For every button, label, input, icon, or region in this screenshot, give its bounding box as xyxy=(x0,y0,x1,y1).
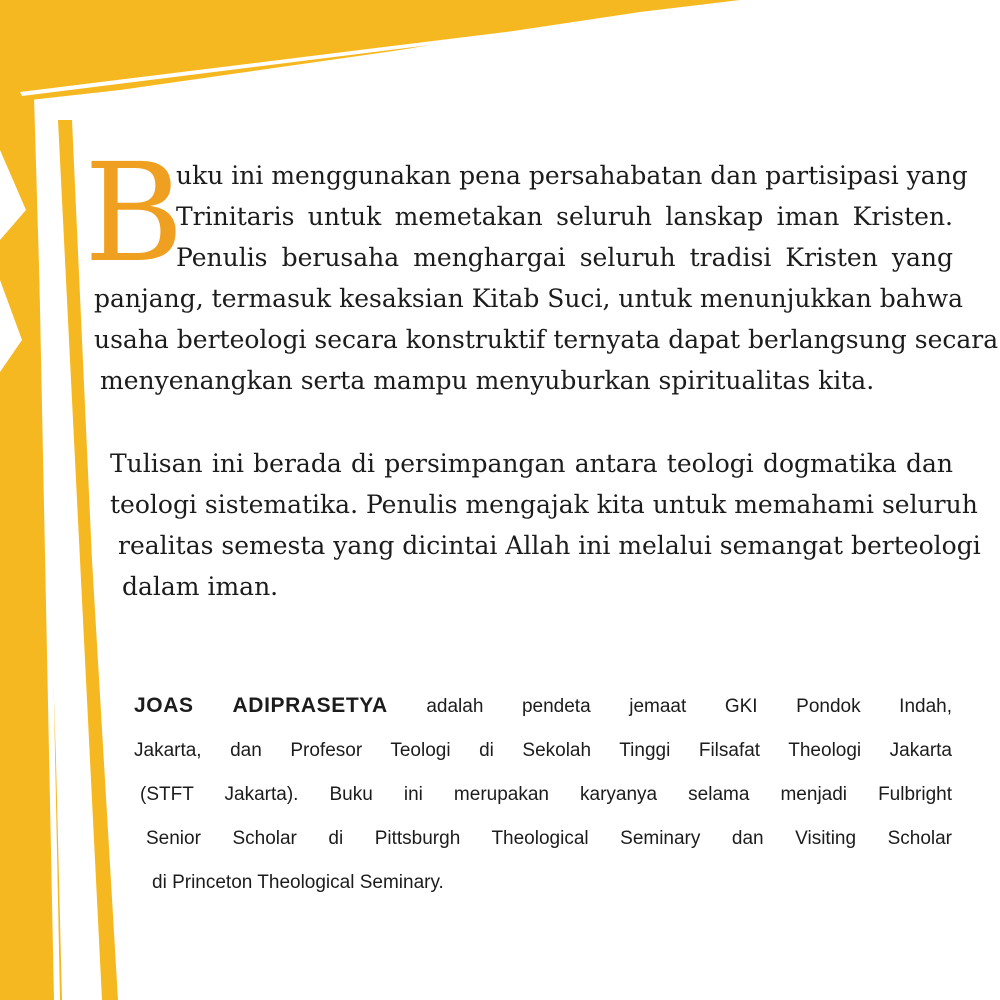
second-line-3: realitas semesta yang dicintai Allah ini melalui semangat berteologi xyxy=(118,531,981,560)
author-name: JOAS ADIPRASETYA xyxy=(134,694,388,717)
author-line-3: (STFT Jakarta). Buku ini merupakan karyanya selama menjadi Fulbright xyxy=(140,784,952,805)
author-line-2: Jakarta, dan Profesor Teologi di Sekolah Tinggi Filsafat Theologi Jakarta xyxy=(134,740,952,761)
intro-paragraph-rest xyxy=(94,278,999,401)
drop-cap-letter: B xyxy=(84,135,184,293)
intro-line-2: Trinitaris untuk memetakan seluruh lanskap iman Kristen. xyxy=(176,202,953,231)
author-line-1 xyxy=(134,684,952,729)
author-bio xyxy=(134,684,952,905)
second-line-1: Tulisan ini berada di persimpangan antara teologi dogmatika dan xyxy=(110,449,953,478)
intro-line-6: menyenangkan serta mampu menyuburkan spiritualitas kita. xyxy=(100,366,875,395)
author-line-1-text: adalah pendeta jemaat GKI Pondok Indah, xyxy=(426,696,952,717)
intro-line-3: Penulis berusaha menghargai seluruh tradisi Kristen yang xyxy=(176,243,953,272)
author-line-5: di Princeton Theological Seminary. xyxy=(152,872,444,893)
author-line-4: Senior Scholar di Pittsburgh Theological Seminary dan Visiting Scholar xyxy=(146,828,952,849)
second-paragraph xyxy=(110,443,981,607)
intro-first-lines xyxy=(176,155,968,278)
second-line-2: teologi sistematika. Penulis mengajak kita untuk memahami seluruh xyxy=(110,490,978,519)
intro-line-4: panjang, termasuk kesaksian Kitab Suci, untuk menunjukkan bahwa xyxy=(94,284,964,313)
intro-line-1: uku ini menggunakan pena persahabatan dan partisipasi yang xyxy=(176,161,968,190)
intro-line-5: usaha berteologi secara konstruktif ternyata dapat berlangsung secara xyxy=(94,325,999,354)
second-line-4: dalam iman. xyxy=(122,572,279,601)
